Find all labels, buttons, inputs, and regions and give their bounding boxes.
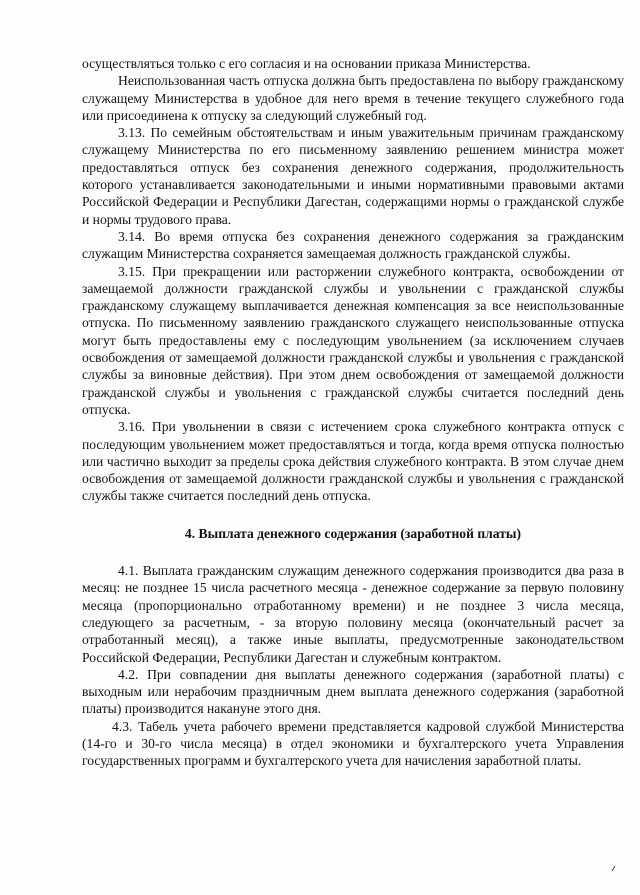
paragraph-4-3: 4.3. Табель учета рабочего времени представляется кадровой службой Министерства (14-го и 30-го числа месяца) в отдел экономики и бухгалтерского учета Управления государственных программ и бухгалтерского учета для начисления заработной платы. (82, 718, 624, 769)
paragraph-unused-leave: Неиспользованная часть отпуска должна быть предоставлена по выбору гражданскому служащему Министерства в удобное для него время в течение текущего служебного года или присоединена к отпуску за следующий служебный год. (82, 73, 624, 123)
paragraph-4-2: 4.2. При совпадении дня выплаты денежного содержания (заработной платы) с выходным или нерабочим праздничным днем выплата денежного содержания (заработной платы) производится накануне этого дня. (82, 666, 624, 717)
paragraph-3-16: 3.16. При увольнении в связи с истечением срока служебного контракта отпуск с последующим увольнением может предоставляться и тогда, когда время отпуска полностью или частично выходит за пределы срока действия служебного контракта. В этом случае днем освобождения от замещаемой должности гражданской службы и увольнения с гражданской службы также считается последний день отпуска. (82, 419, 624, 504)
paragraph-continuation: осуществляться только с его согласия и на основании приказа Министерства. (82, 56, 531, 71)
section-heading: 4. Выплата денежного содержания (заработной платы) (184, 525, 522, 541)
paragraph-3-13: 3.13. По семейным обстоятельствам и иным уважительным причинам гражданскому служащему Министерства по его письменному заявлению решением министра может предоставляться отпуск без сохранения денежного содержания, продолжительность которого устанавливается законодательными и иными нормативными правовыми актами Российской Федерации и Республики Дагестан, содержащими нормы о гражданской службе и нормы трудового права. (82, 125, 624, 227)
paragraph-3-14: 3.14. Во время отпуска без сохранения денежного содержания за гражданским служащим Министерства сохраняется замещаемая должность гражданской службы. (82, 228, 624, 262)
scan-mark (612, 866, 622, 871)
paragraph-4-1: 4.1. Выплата гражданским служащим денежного содержания производится два раза в месяц: не позднее 15 числа расчетного месяца - денежное содержание за первую половину месяца (пропорционально отработанному времени) и не позднее 3 числа месяца, следующего за расчетным, - за вторую половину месяца (окончательный расчет за отработанный месяц), а также иные выплаты, предусмотренные законодательством Российской Федерации, Республики Дагестан и служебным контрактом. (82, 563, 624, 665)
paragraph-3-15: 3.15. При прекращении или расторжении служебного контракта, освобождении от замещаемой должности гражданской службы и увольнении с гражданской службы гражданскому служащему выплачивается денежная компенсация за все неиспользованные отпуска. По письменному заявлению гражданского служащего неиспользованные отпуска могут быть предоставлены ему с последующим увольнением (за исключением случаев освобождения от замещаемой должности гражданской службы и увольнения с гражданской службы за виновные действия). При этом днем освобождения от замещаемой должности гражданской службы и увольнения с гражданской службы считается последний день отпуска. (82, 263, 624, 417)
document-body (82, 55, 624, 770)
